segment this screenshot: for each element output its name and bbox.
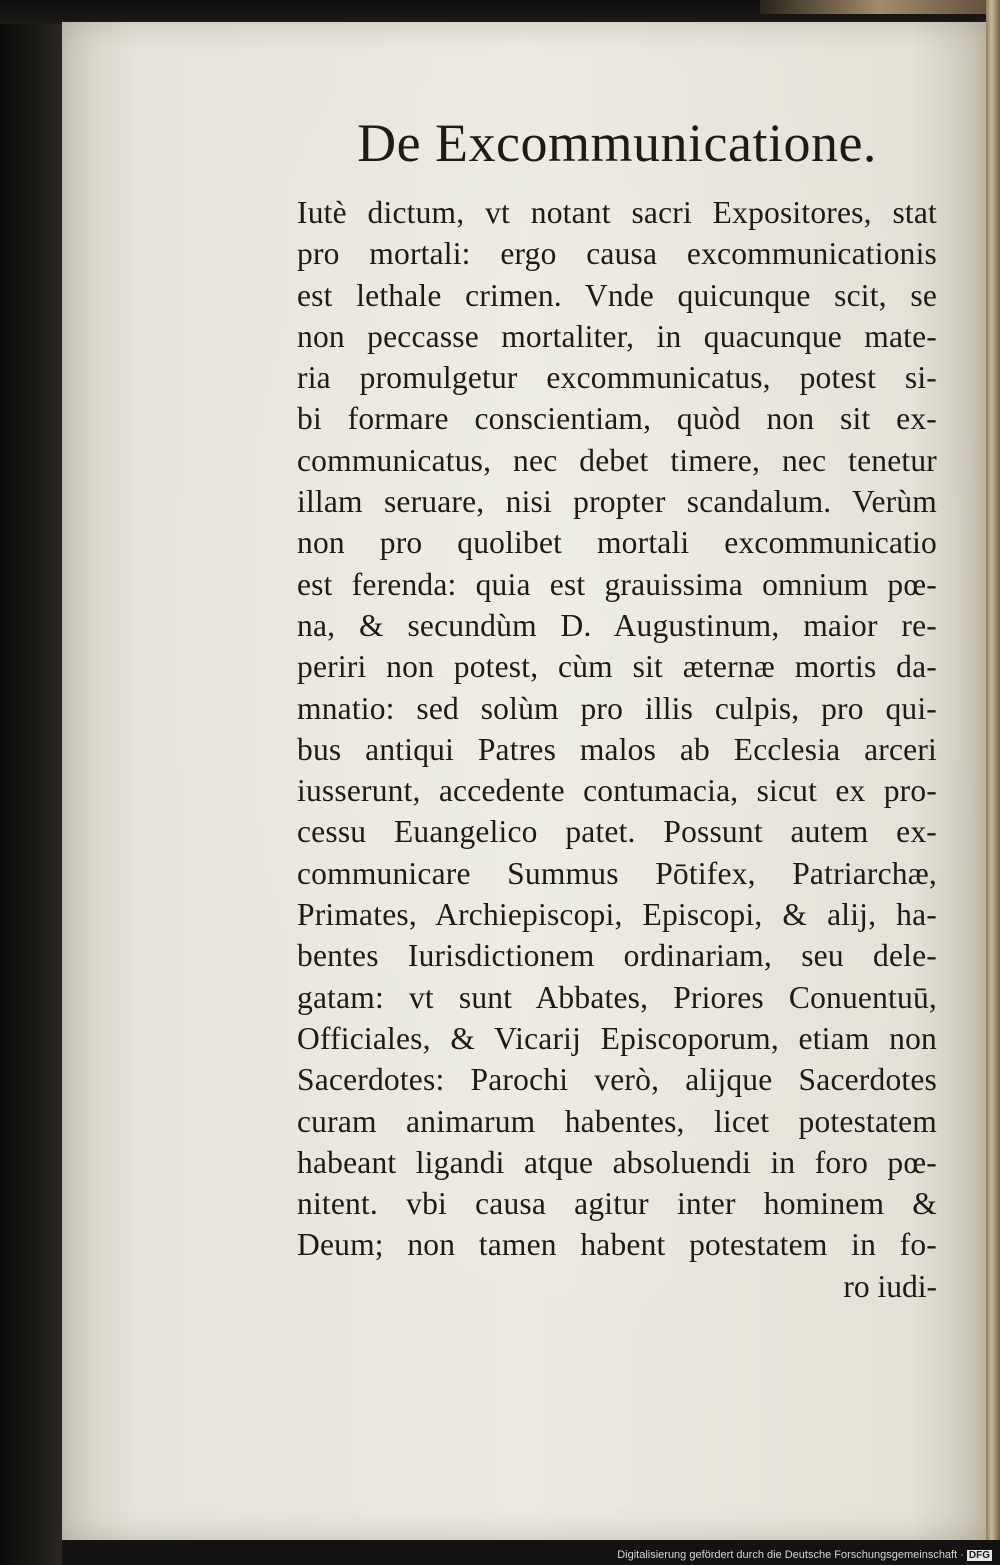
text-line: communicatus, nec debet timere, nec tenetur: [297, 442, 937, 478]
fore-edge: [986, 0, 1000, 1540]
text-block: [297, 92, 937, 1307]
text-line: periri non potest, cùm sit æternæ mortis da-: [297, 649, 937, 685]
book-edge-strip: [760, 0, 1000, 14]
text-line: non peccasse mortaliter, in quacunque mate-: [297, 318, 937, 354]
digitization-credit: [617, 1549, 992, 1561]
text-line: Primates, Archiepiscopi, Episcopi, & alij, ha-: [297, 897, 937, 933]
text-line: habeant ligandi atque absoluendi in foro pœ-: [297, 1144, 937, 1180]
dfg-logo: DFG: [968, 1550, 990, 1561]
text-line: non pro quolibet mortali excommunicatio: [297, 525, 937, 561]
text-line: cessu Euangelico patet. Possunt autem ex-: [297, 814, 937, 850]
body-text: [297, 192, 937, 1266]
text-line: est ferenda: quia est grauissima omnium pœ-: [297, 566, 937, 602]
text-line: bus antiqui Patres malos ab Ecclesia arceri: [297, 731, 937, 767]
text-line: gatam: vt sunt Abbates, Priores Conuentuū,: [297, 979, 937, 1015]
text-line: est lethale crimen. Vnde quicunque scit, se: [297, 277, 937, 313]
running-head: De Excommunicatione.: [357, 113, 877, 173]
text-line: nitent. vbi causa agitur inter hominem &: [297, 1186, 937, 1222]
text-line: communicare Summus Pōtifex, Patriarchæ,: [297, 855, 937, 891]
text-line: pro mortali: ergo causa excommunicationis: [297, 236, 937, 272]
text-line: Officiales, & Vicarij Episcoporum, etiam non: [297, 1020, 937, 1056]
text-line: bi formare conscientiam, quòd non sit ex-: [297, 401, 937, 437]
text-line: Iutè dictum, vt notant sacri Expositores, stat: [297, 195, 937, 230]
text-line: na, & secundùm D. Augustinum, maior re-: [297, 607, 937, 643]
binding-shadow: [0, 0, 62, 1565]
text-line: Deum; non tamen habent potestatem in fo-: [297, 1227, 937, 1263]
text-line: curam animarum habentes, licet potestatem: [297, 1103, 937, 1139]
text-line: ria promulgetur excommunicatus, potest si-: [297, 360, 937, 396]
text-line: Sacerdotes: Parochi verò, alijque Sacerdotes: [297, 1062, 937, 1098]
text-line: bentes Iurisdictionem ordinariam, seu dele-: [297, 938, 937, 974]
catchword: ro iudi-: [843, 1268, 937, 1304]
text-line: illam seruare, nisi propter scandalum. Verùm: [297, 484, 937, 520]
book-page: [62, 22, 986, 1540]
text-line: mnatio: sed solùm pro illis culpis, pro qui-: [297, 690, 937, 726]
credit-text: Digitalisierung gefördert durch die Deutsche Forschungsgemeinschaft ·: [617, 1549, 964, 1561]
text-line: iusserunt, accedente contumacia, sicut ex pro-: [297, 773, 937, 809]
